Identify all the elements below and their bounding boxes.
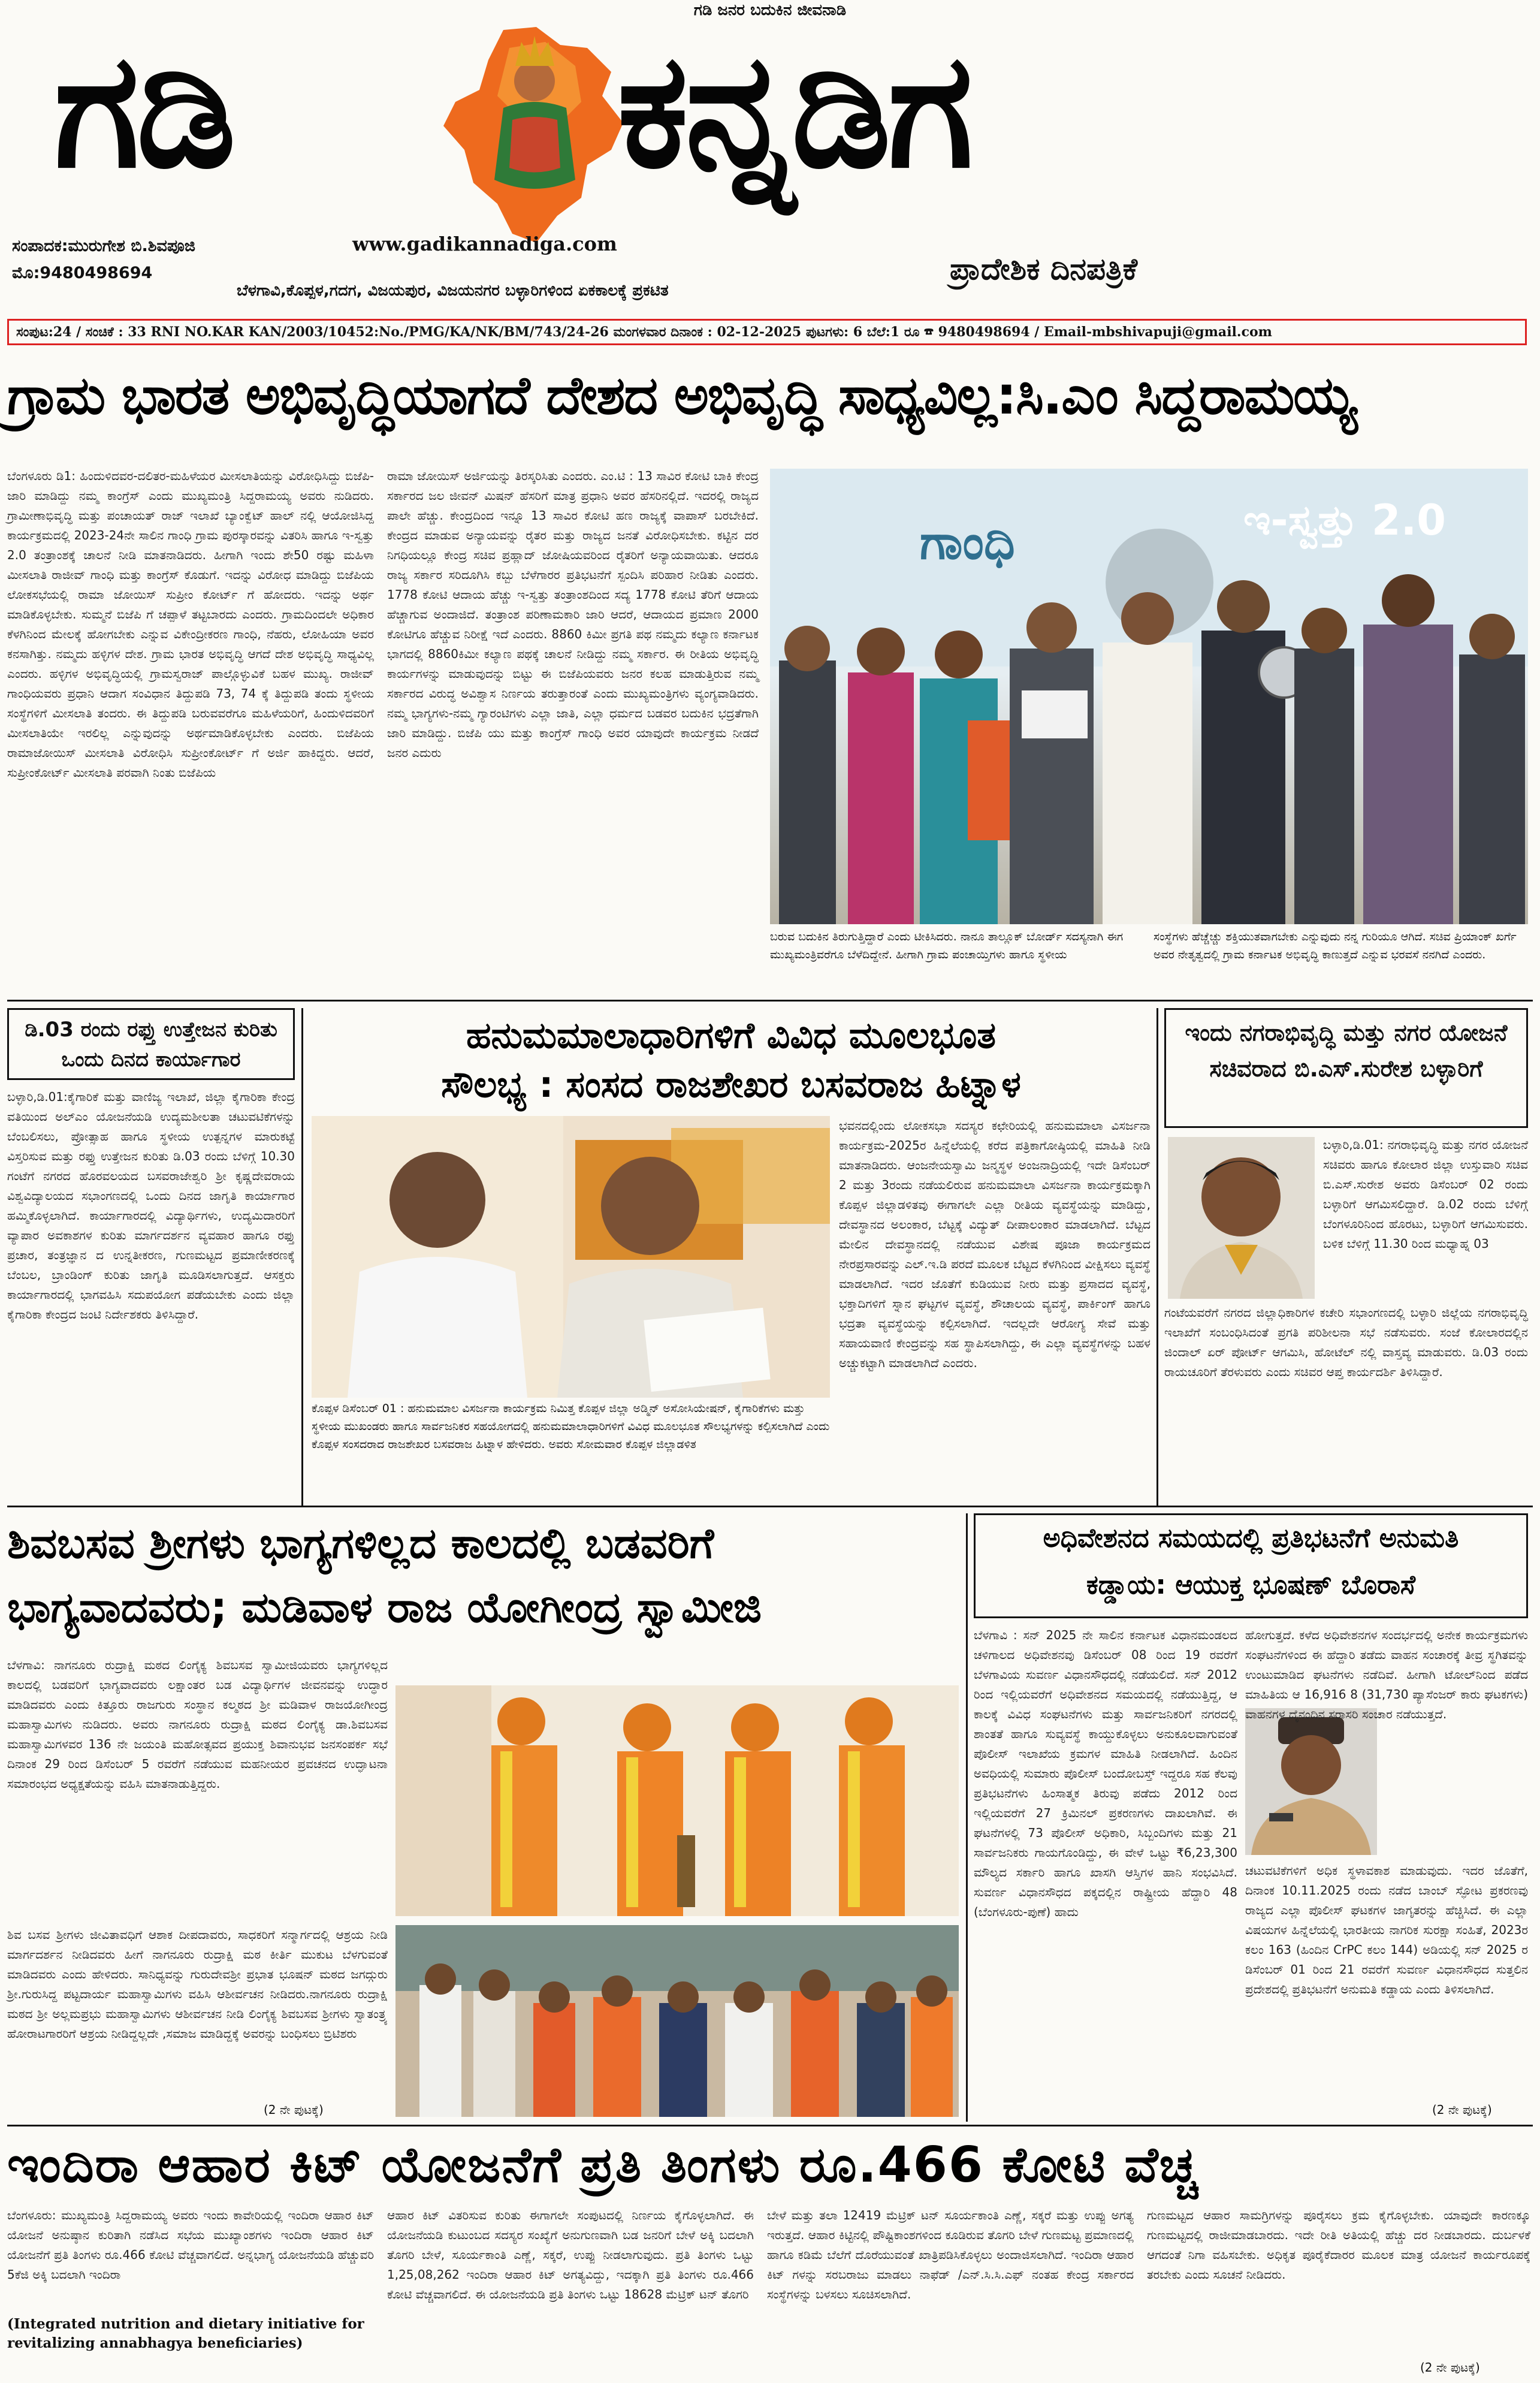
story-indira-column-1 bbox=[7, 2206, 374, 2379]
story-shivabasava-photo-2 bbox=[395, 1925, 959, 2117]
lead-column-1: ಬೆಂಗಳೂರು ಡಿ1: ಹಿಂದುಳಿದವರ-ದಲಿತರ-ಮಹಿಳೆಯರ ಮೀಸಲಾತಿಯನ್ನು ವಿರೋಧಿಸಿದ್ದು ಬಿಜೆಪಿ- ಜಾರಿ ಮಾಡಿದ್ದು ನಮ್ಮ ಕಾಂಗ್ರೆಸ್ ಎಂದು ಮುಖ್ಯಮಂತ್ರಿ ಸಿದ್ದರಾಮಯ್ಯ ಅವರು ನುಡಿದರು. ಗ್ರಾಮೀಣಾಭಿವೃದ್ಧಿ ಮತ್ತು ಪಂಚಾಯತ್ ರಾಜ್ ಇಲಾಖೆ ಬ್ಯಾಂಕ್ವೆಟ್ ಹಾಲ್ ನಲ್ಲಿ ಆಯೋಜಿಸಿದ್ದ ಕಾರ್ಯಕ್ರಮದಲ್ಲಿ 2023-24ನೇ ಸಾಲಿನ ಗಾಂಧಿ ಗ್ರಾಮ ಪುರಸ್ಕಾರವನ್ನು ವಿತರಿಸಿ ಹಾಗೂ ಇ-ಸ್ವತ್ತು 2.0 ತಂತ್ರಾಂಶಕ್ಕೆ ಚಾಲನೆ ನೀಡಿ ಮಾತನಾಡಿದರು. ಹೀಗಾಗಿ ಇಂದು ಶೇ50 ರಷ್ಟು ಮಹಿಳಾ ಮೀಸಲಾತಿ ರಾಜೀವ್ ಗಾಂಧಿ ಮತ್ತು ಕಾಂಗ್ರೆಸ್ ಕೊಡುಗೆ. ಇದನ್ನು ವಿರೋಧ ಮಾಡಿದ್ದು ಬಿಜೆಪಿಯ ಲೋಕಸಭೆಯಲ್ಲಿ ರಾಮಾ ಜೋಯಿಸ್ ಸುಪ್ರೀಂ ಕೋರ್ಟ್ ಗೆ ಹೋದರು. ಇದನ್ನು ಅರ್ಥ ಮಾಡಿಕೊಳ್ಳಬೇಕು. ಸುಮ್ಮನೆ ಬಿಜೆಪಿ ಗೆ ಚಪ್ಪಾಳೆ ತಟ್ಟಬಾರದು ಎಂದರು. ಗ್ರಾಮದಿಂದಲೇ ಅಧಿಕಾರ ಕೆಳಗಿನಿಂದ ಮೇಲಕ್ಕೆ ಹೋಗಬೇಕು ಎನ್ನುವ ವಿಕೇಂದ್ರೀಕರಣ ಗಾಂಧಿ, ನೆಹರು, ಲೋಹಿಯಾ ಅವರ ಕನಸಾಗಿತ್ತು. ನಮ್ಮದು ಹಳ್ಳಿಗಳ ದೇಶ. ಗ್ರಾಮ ಭಾರತ ಅಭಿವೃದ್ಧಿ ಆಗದೆ ದೇಶ ಅಭಿವೃದ್ಧಿ ಸಾಧ್ಯವಿಲ್ಲ ಎಂದರು. ಹಳ್ಳಿಗಳ ಅಭಿವೃದ್ಧಿಯಲ್ಲಿ ಗ್ರಾಮಸ್ವರಾಜ್ ಪಾಲ್ಗೊಳ್ಳುವಿಕೆ ಬಹಳ ಮುಖ್ಯ. ರಾಜೀವ್ ಗಾಂಧಿಯವರು ಪ್ರಧಾನಿ ಆದಾಗ ಸಂವಿಧಾನ ತಿದ್ದುಪಡಿ 73, 74 ಕ್ಕೆ ತಿದ್ದುಪಡಿ ತಂದು ಸ್ಥಳೀಯ ಸಂಸ್ಥೆಗಳಿಗೆ ಮೀಸಲಾತಿ ತಂದರು. ಈ ತಿದ್ದುಪಡಿ ಬರುವವರೆಗೂ ಮಹಿಳೆಯರಿಗೆ, ಹಿಂದುಳಿದವರಿಗೆ ಮೀಸಲಾತಿಯೇ ಇರಲಿಲ್ಲ ಎನ್ನುವುದನ್ನು ಅರ್ಥಮಾಡಿಕೊಳ್ಳಬೇಕು ಎಂದರು. ಬಿಜೆಪಿಯ ರಾಮಾಜೋಯಿಸ್ ಮೀಸಲಾತಿ ವಿರೋಧಿಸಿ ಸುಪ್ರೀಂಕೋರ್ಟ್ ಗೆ ಅರ್ಜಿ ಹಾಕಿದ್ದರು. ಆದರೆ, ಸುಪ್ರೀಂಕೋರ್ಟ್ ಮೀಸಲಾತಿ ಪರವಾಗಿ ನಿಂತು ಬಿಜೆಪಿಯ bbox=[7, 469, 374, 780]
story-protest-continued: (2 ನೇ ಪುಟಕ್ಕೆ) bbox=[1432, 2103, 1492, 2117]
story-indira-column-2: ಆಹಾರ ಕಿಟ್ ವಿತರಿಸುವ ಕುರಿತು ಈಗಾಗಲೇ ಸಂಪುಟದಲ್ಲಿ ನಿರ್ಣಯ ಕೈಗೊಳ್ಳಲಾಗಿದೆ. ಈ ಯೋಜನೆಯಡಿ ಕುಟುಂಬದ ಸದಸ್ಯರ ಸಂಖ್ಯೆಗೆ ಅನುಗುಣವಾಗಿ ಬಡ ಜನರಿಗೆ ಬೇಳೆ ಅಕ್ಕಿ ಬದಲಾಗಿ ತೊಗರಿ ಬೇಳೆ, ಸೂರ್ಯಕಾಂತಿ ಎಣ್ಣೆ, ಸಕ್ಕರೆ, ಉಪ್ಪು ನೀಡಲಾಗುವುದು. ಪ್ರತಿ ತಿಂಗಳು ಒಟ್ಟು 1,25,08,262 ಇಂದಿರಾ ಆಹಾರ ಕಿಟ್ ಅಗತ್ಯವಿದ್ದು, ಇದಕ್ಕಾಗಿ ಪ್ರತಿ ತಿಂಗಳು ರೂ.466 ಕೋಟಿ ವೆಚ್ಚವಾಗಲಿದೆ. ಈ ಯೋಜನೆಯಡಿ ಪ್ರತಿ ತಿಂಗಳು ಒಟ್ಟು 18628 ಮೆಟ್ರಿಕ್ ಟನ್ ತೊಗರಿ bbox=[387, 2208, 754, 2301]
speaker-left-head bbox=[389, 1152, 485, 1248]
divider-mid-row bbox=[7, 1506, 1533, 1507]
story-indira-column-4: ಗುಣಮಟ್ಟದ ಆಹಾರ ಸಾಮಗ್ರಿಗಳನ್ನು ಪೂರೈಸಲು ಕ್ರಮ ಕೈಗೊಳ್ಳಬೇಕು. ಯಾವುದೇ ಕಾರಣಕ್ಕೂ ಗುಣಮಟ್ಟದಲ್ಲಿ ರಾಜೀಮಾಡಬಾರದು. ಇದೇ ರೀತಿ ಅತಿಯಲ್ಲಿ ಹೆಚ್ಚು ದರ ನೀಡಬಾರದು. ದುರ್ಬಳಕೆ ಆಗದಂತೆ ನಿಗಾ ವಹಿಸಬೇಕು. ಅಧಿಕೃತ ಪೂರೈಕೆದಾರರ ಮೂಲಕ ಮಾತ್ರ ಯೋಜನೆ ಕಾರ್ಯರೂಪಕ್ಕೆ ತರಬೇಕು ಎಂದು ಸೂಚನೆ ನೀಡಿದರು. bbox=[1147, 2208, 1530, 2282]
story-protest-body-left: ಬೆಳಗಾವಿ : ಸನ್ 2025 ನೇ ಸಾಲಿನ ಕರ್ನಾಟಕ ವಿಧಾನಮಂಡಲದ ಚಳಿಗಾಲದ ಅಧಿವೇಶನವು ಡಿಸೆಂಬರ್ 08 ರಿಂದ 19 ರವರೆಗೆ ಬೆಳಗಾವಿಯ ಸುವರ್ಣ ವಿಧಾನಸೌಧದಲ್ಲಿ ನಡೆಯಲಿದೆ. ಸನ್ 2012 ರಿಂದ ಇಲ್ಲಿಯವರೆಗೆ ಅಧಿವೇಶನದ ಸಮಯದಲ್ಲಿ ನಡೆಯುತ್ತಿದ್ದ, ಆ ಕಾಲಕ್ಕೆ ವಿವಿಧ ಸಂಘಟನೆಗಳು ಮತ್ತು ಸಾರ್ವಜನಿಕರಿಗೆ ನಗರದಲ್ಲಿ ಶಾಂತತೆ ಹಾಗೂ ಸುವ್ಯವಸ್ಥೆ ಕಾಯ್ದುಕೊಳ್ಳಲು ಅನುಕೂಲವಾಗುವಂತೆ ಪೊಲೀಸ್ ಇಲಾಖೆಯ ಕ್ರಮಗಳ ಮಾಹಿತಿ ನೀಡಲಾಗಿದೆ. ಹಿಂದಿನ ಅವಧಿಯಲ್ಲಿ ಸುಮಾರು ಪೊಲೀಸ್ ಬಂದೋಬಸ್ತ್ ಇದ್ದರೂ ಸಹ ಕೆಲವು ಪ್ರತಿಭಟನೆಗಳು ಹಿಂಸಾತ್ಮಕ ತಿರುವು ಪಡೆದು 2012 ರಿಂದ ಇಲ್ಲಿಯವರೆಗೆ 27 ಕ್ರಿಮಿನಲ್ ಪ್ರಕರಣಗಳು ದಾಖಲಾಗಿವೆ. ಈ ಘಟನೆಗಳಲ್ಲಿ 73 ಪೊಲೀಸ್ ಅಧಿಕಾರಿ, ಸಿಬ್ಬಂದಿಗಳು ಮತ್ತು 21 ಸಾರ್ವಜನಿಕರು ಗಾಯಗೊಂಡಿದ್ದು, ಈ ವೇಳೆ ಒಟ್ಟು ₹6,23,300 ಮೌಲ್ಯದ ಸರ್ಕಾರಿ ಹಾಗೂ ಖಾಸಗಿ ಆಸ್ತಿಗಳ ಹಾನಿ ಸಂಭವಿಸಿದೆ. ಸುವರ್ಣ ವಿಧಾನಸೌಧದ ಪಕ್ಕದಲ್ಲಿನ ರಾಷ್ಟ್ರೀಯ ಹೆದ್ದಾರಿ 48 (ಬೆಂಗಳೂರು-ಪುಣೆ) ಹಾದು bbox=[974, 1628, 1237, 1919]
masthead-editor: ಸಂಪಾದಕ:ಮುರುಗೇಶ ಬಿ.ಶಿವಪೂಜಿ bbox=[12, 237, 196, 255]
lead-photo-caption-a: ಬರುವ ಬದುಕಿನ ತಿರುಗುತ್ತಿದ್ದಾರೆ ಎಂದು ಟೀಕಿಸಿದರು. ನಾನೂ ತಾಲ್ಲೂಕ್ ಬೋರ್ಡ್ ಸದಸ್ಯನಾಗಿ ಈಗ ಮುಖ್ಯಮಂತ್ರಿವರೆಗೂ ಬೆಳೆದಿದ್ದೇನೆ. ಹೀಗಾಗಿ ಗ್ರಾಮ ಪಂಚಾಯ್ತಿಗಳು ಹಾಗೂ ಸ್ಥಳೀಯ bbox=[770, 930, 1124, 961]
story-protest-body-right-top: ಹೋಗುತ್ತದೆ. ಕಳೆದ ಅಧಿವೇಶನಗಳ ಸಂದರ್ಭದಲ್ಲಿ ಅನೇಕ ಕಾರ್ಯಕ್ರಮಗಳು ಸಂಘಟನೆಗಳಿಂದ ಈ ಹೆದ್ದಾರಿ ತಡೆದು ವಾಹನ ಸಂಚಾರಕ್ಕೆ ತೀವ್ರ ಸ್ಥಗಿತವನ್ನು ಉಂಟುಮಾಡಿದ ಘಟನೆಗಳು ನಡೆದಿವೆ. ಹೀಗಾಗಿ ಟೋಲ್‌ನಿಂದ ಪಡೆದ ಮಾಹಿತಿಯ ಆ 16,916 8 (31,730 ಪ್ಯಾಸೆಂಜರ್ ಕಾರು ಘಟಕಗಳು) ವಾಹನಗಳ ದೈನಂದಿನ ಸರಾಸರಿ ಸಂಚಾರ ನಡೆಯುತ್ತದೆ. bbox=[1245, 1628, 1528, 1721]
story-d03-headline: ಡಿ.03 ರಂದು ರಫ್ತು ಉತ್ತೇಜನ ಕುರಿತು ಒಂದು ದಿನದ ಕಾರ್ಯಾಗಾರ bbox=[7, 1008, 295, 1080]
story-d03-box bbox=[7, 1008, 295, 1500]
masthead bbox=[0, 0, 1540, 340]
story-shivabasava-continued: (2 ನೇ ಪುಟಕ್ಕೆ) bbox=[264, 2103, 324, 2117]
story-bsuresh-headline: ಇಂದು ನಗರಾಭಿವೃದ್ಧಿ ಮತ್ತು ನಗರ ಯೋಜನೆ ಸಚಿವರಾದ ಬಿ.ಎಸ್.ಸುರೇಶ ಬಳ್ಳಾರಿಗೆ bbox=[1164, 1008, 1528, 1128]
story-hanuma-photo bbox=[312, 1116, 830, 1398]
masthead-title-right: ಕನ್ನಡಿಗ bbox=[617, 19, 970, 203]
info-bar-text: ಸಂಪುಟ:24 / ಸಂಚಿಕೆ : 33 RNI NO.KAR KAN/2003/10452:No./PMG/KA/NK/BM/743/24-26 ಮಂಗಳವಾರ ದಿನಾಂಕ : 02-12-2025 ಪುಟಗಳು: 6 ಬೆಲೆ:1 ರೂ ☎ 9480498694 / Email-mbshivapuji@gmail.com bbox=[16, 324, 1272, 340]
story-indira-column-3: ಬೇಳೆ ಮತ್ತು ತಲಾ 12419 ಮೆಟ್ರಿಕ್ ಟನ್ ಸೂರ್ಯಕಾಂತಿ ಎಣ್ಣೆ, ಸಕ್ಕರೆ ಮತ್ತು ಉಪ್ಪು ಅಗತ್ಯ ಇರುತ್ತದೆ. ಆಹಾರ ಕಿಟ್ಟಿನಲ್ಲಿ ಪೌಷ್ಟಿಕಾಂಶಗಳಿಂದ ಕೂಡಿರುವ ತೊಗರಿ ಬೇಳೆ ಗುಣಮಟ್ಟ ಪ್ರಮಾಣದಲ್ಲಿ ಹಾಗೂ ಕಡಿಮೆ ಬೆಲೆಗೆ ದೊರೆಯುವಂತೆ ಖಾತ್ರಿಪಡಿಸಿಕೊಳ್ಳಲು ಅಂದಾಜಿಸಲಾಗಿದೆ. ಇಂದಿರಾ ಆಹಾರ ಕಿಟ್ ಗಳನ್ನು ಸರಬರಾಜು ಮಾಡಲು ನಾಫೆಡ್ /ಎನ್.ಸಿ.ಸಿ.ಎಫ್ ನಂತಹ ಕೇಂದ್ರ ಸರ್ಕಾರದ ಸಂಸ್ಥೆಗಳನ್ನು ಬಳಸಲು ಸೂಚಿಸಲಾಗಿದೆ. bbox=[767, 2208, 1134, 2301]
story-shivabasava-body-bottom: ಶಿವ ಬಸವ ಶ್ರೀಗಳು ಜೀವಿತಾವಧಿಗೆ ಆಶಾಕ ದೀಪದಾವರು, ಸಾಧಕರಿಗೆ ಸನ್ಮಾರ್ಗದಲ್ಲಿ ಆಶ್ರಯ ನೀಡಿ ಮಾರ್ಗದರ್ಶನ ನೀಡಿದವರು ಹೀಗೆ ನಾಗನೂರು ರುದ್ರಾಕ್ಷಿ ಮಠ ಕೀರ್ತಿ ಮುಕುಟ ಬೆಳಗುವಂತೆ ಮಾಡಿದವರು ಎಂದು ಹೇಳಿದರು. ಸಾನಿಧ್ಯವನ್ನು ಗುರುದೇವಶ್ರೀ ಪ್ರಭಾತ ಭೂಷನ್ ಮಠದ ಜಗದ್ಗುರು ಶ್ರೀ.ಗುರುಸಿದ್ದ ಪಟ್ಟದಾರ್ಯ ಮಹಾಸ್ವಾಮಿಗಳು ವಹಿಸಿ ಆಶೀರ್ವಚನ ನೀಡಿದರು.ನಾಗನೂರು ರುದ್ರಾಕ್ಷಿ ಮಠದ ಶ್ರೀ ಅಲ್ಲಮಪ್ರಭು ಮಹಾಸ್ವಾಮಿಗಳು ಆಶೀರ್ವಚನ ನೀಡಿ ಲಿಂಗೈಕ್ಯ ಶಿವಬಸವ ಶ್ರೀಗಳು ಸ್ವಾತಂತ್ರ್ಯ ಹೋರಾಟಗಾರರಿಗೆ ಆಶ್ರಯ ನೀಡಿದ್ದಲ್ಲದೇ ,ಸಮಾಜ ಮಾಡಿದ್ದಕ್ಕೆ ಅವರನ್ನು ಬಂಧಿಸಲು ಬ್ರಿಟಿಶರು bbox=[7, 1927, 388, 2041]
story-bsuresh-body-bottom: ಗಂಟೆಯವರೆಗೆ ನಗರದ ಜಿಲ್ಲಾಧಿಕಾರಿಗಳ ಕಚೇರಿ ಸಭಾಂಗಣದಲ್ಲಿ ಬಳ್ಳಾರಿ ಜಿಲ್ಲೆಯ ನಗರಾಭಿವೃದ್ಧಿ ಇಲಾಖೆಗೆ ಸಂಬಂಧಿಸಿದಂತೆ ಪ್ರಗತಿ ಪರಿಶೀಲನಾ ಸಭೆ ನಡೆಸುವರು. ಸಂಜೆ ಕೋಲಾರದಲ್ಲಿನ ಜಿಂದಾಲ್ ಏರ್ ಪೋರ್ಟ್ ಆಗಮಿಸಿ, ಹೋಟೆಲ್ ನಲ್ಲಿ ವಾಸ್ತವ್ಯ ಮಾಡುವರು. ಡಿ.03 ರಂದು ರಾಯಚೂರಿಗೆ ತೆರಳುವರು ಎಂದು ಸಚಿವರ ಆಪ್ತ ಕಾರ್ಯದರ್ಶಿ ತಿಳಿಸಿದ್ದಾರೆ. bbox=[1164, 1305, 1528, 1379]
lead-column-2: ರಾಮಾ ಜೋಯಿಸ್ ಅರ್ಜಿಯನ್ನು ತಿರಸ್ಕರಿಸಿತು ಎಂದರು. ಎಂ.ಟಿ : 13 ಸಾವಿರ ಕೋಟಿ ಬಾಕಿ ಕೇಂದ್ರ ಸರ್ಕಾರದ ಜಲ ಜೀವನ್ ಮಿಷನ್ ಹೆಸರಿಗೆ ಮಾತ್ರ ಪ್ರಧಾನಿ ಅವರ ಹೆಸರಿನಲ್ಲಿದೆ. ಇದರಲ್ಲಿ ರಾಜ್ಯದ ಪಾಲೇ ಹೆಚ್ಚು. ಕೇಂದ್ರದಿಂದ ಇನ್ನೂ 13 ಸಾವಿರ ಕೋಟಿ ಹಣ ರಾಜ್ಯಕ್ಕೆ ವಾಪಾಸ್ ಬರಬೇಕಿದೆ. ಕೇಂದ್ರದ ಮಾಡುವ ಅನ್ಯಾಯವನ್ನು ರೈತರ ಮತ್ತು ರಾಜ್ಯದ ಜನತೆ ವಿರೋಧಿಸಬೇಕು. ಕಟ್ಟಿನ ದರ ನಿಗಧಿಯಲ್ಲೂ ಕೇಂದ್ರ ಸಚಿವ ಪ್ರಹ್ಲಾದ್ ಜೋಷಿಯವರಿಂದ ರೈತರಿಗೆ ಅನ್ಯಾಯವಾಯಿತು. ಆದರೂ ರಾಜ್ಯ ಸರ್ಕಾರ ಸರಿದೂಗಿಸಿ ಕಬ್ಬು ಬೆಳೆಗಾರರ ಪ್ರತಿಭಟನೆಗೆ ಸ್ಪಂದಿಸಿ ಪರಿಹಾರ ನೀಡಿತು ಎಂದರು. 1778 ಕೋಟಿ ಆದಾಯ ಹೆಚ್ಚು ಇ-ಸ್ವತ್ತು ತಂತ್ರಾಂಶದಿಂದ ಸದ್ಯ 1778 ಕೋಟಿ ತೆರಿಗೆ ಆದಾಯ ಹೆಚ್ಚಾಗುವ ಅಂದಾಜಿದೆ. ತಂತ್ರಾಂಶ ಪರಿಣಾಮಕಾರಿ ಜಾರಿ ಆದರೆ, ಆದಾಯದ ಪ್ರಮಾಣ 2000 ಕೋಟಿಗೂ ಹೆಚ್ಚುವ ನಿರೀಕ್ಷೆ ಇದೆ ಎಂದರು. 8860 ಕಿಮೀ ಪ್ರಗತಿ ಪಥ ನಮ್ಮದು ಕಲ್ಯಾಣ ಕರ್ನಾಟಕ ಭಾಗದಲ್ಲಿ 8860ಕಿಮೀ ಕಲ್ಯಾಣ ಪಥಕ್ಕೆ ಚಾಲನೆ ನೀಡಿದ್ದು ನಮ್ಮ ಸರ್ಕಾರ. ಈ ರೀತಿಯ ಅಭಿವೃದ್ಧಿ ಕಾರ್ಯಗಳನ್ನು ಮಾಡುವುದನ್ನು ಬಿಟ್ಟು ಈ ಬಿಜೆಪಿಯವರು ಜನರ ಕಲಹ ಮಾಡುತ್ತಿರುವ ನಮ್ಮ ಸರ್ಕಾರದ ವಿರುದ್ಧ ಅವಿಶ್ವಾಸ ನಿರ್ಣಯ ತರುತ್ತಾರಂತೆ ಎಂದು ಮುಖ್ಯಮಂತ್ರಿಗಳು ವ್ಯಂಗ್ಯವಾಡಿದರು. ನಮ್ಮ ಭಾಗ್ಯಗಳು-ನಮ್ಮ ಗ್ಯಾರಂಟಿಗಳು ಎಲ್ಲಾ ಜಾತಿ, ಎಲ್ಲಾ ಧರ್ಮದ ಬಡವರ ಬದುಕಿನ ಭದ್ರತೆಗಾಗಿ ಜಾರಿ ಮಾಡಿದ್ದು. ಬಿಜೆಪಿ ಯು ಮತ್ತು ಕಾಂಗ್ರೆಸ್ ಗಾಂಧಿ ಅವರ ಯಾವುದೇ ಕಾರ್ಯಕ್ರಮ ನೀಡದೆ ಜನರ ಎದುರು bbox=[387, 469, 759, 760]
photo-sign-gandhi: ಗಾಂಧಿ bbox=[920, 514, 1015, 570]
story-indira-continued: (2 ನೇ ಪುಟಕ್ಕೆ) bbox=[1420, 2360, 1480, 2375]
masthead-paper-type: ಪ್ರಾದೇಶಿಕ ದಿನಪತ್ರಿಕೆ bbox=[950, 252, 1138, 286]
story-bsuresh-box bbox=[1164, 1008, 1528, 1500]
story-hanuma-headline-2: ಸೌಲಭ್ಯ : ಸಂಸದ ರಾಜಶೇಖರ ಬಸವರಾಜ ಹಿಟ್ನಾಳ bbox=[441, 1064, 1021, 1106]
info-bar bbox=[7, 319, 1527, 345]
story-shivabasava-body-top: ಬೆಳಗಾವಿ: ನಾಗನೂರು ರುದ್ರಾಕ್ಷಿ ಮಠದ ಲಿಂಗೈಕ್ಯ ಶಿವಬಸವ ಸ್ವಾಮೀಜಿಯವರು ಭಾಗ್ಯಗಳಿಲ್ಲದ ಕಾಲದಲ್ಲಿ ಬಡವರಿಗೆ ಭಾಗ್ಯವಾದವರು ಲಕ್ಷಾಂತರ ಬಡ ವಿದ್ಯಾರ್ಥಿಗಳ ಜೀವನವನ್ನು ಉದ್ಧಾರ ಮಾಡಿದವರು ಎಂದು ಕಿತ್ತೂರು ರಾಜಗುರು ಸಂಸ್ಥಾನ ಕಲ್ಮಠದ ಶ್ರೀ ಮಡಿವಾಳ ರಾಜಯೋಗೀಂದ್ರ ಮಹಾಸ್ವಾಮಿಗಳು ನುಡಿದರು. ಅವರು ನಾಗನೂರು ರುದ್ರಾಕ್ಷಿ ಮಠದ ಲಿಂಗೈಕ್ಯ ಡಾ.ಶಿವಬಸವ ಮಹಾಸ್ವಾಮಿಗಳವರ 136 ನೇ ಜಯಂತಿ ಮಹೋತ್ಸವದ ಪ್ರಯುಕ್ತ ಶಿವಾನುಭವ ಜನಸಂಪರ್ಕ ಸಭೆ ದಿನಾಂಕ 29 ರಿಂದ ಡಿಸೆಂಬರ್ 5 ರವರೆಗೆ ನಡೆಯುವ ಮಹನೀಯರ ಪ್ರವಚನದ ಉದ್ಘಾಟನಾ ಸಮಾರಂಭದ ಅಧ್ಯಕ್ಷತೆಯನ್ನು ವಹಿಸಿ ಮಾತನಾಡುತ್ತಿದ್ದರು. bbox=[7, 1658, 388, 1791]
divider-lead bbox=[7, 1000, 1533, 1002]
masthead-phone: ಮೊ:9480498694 bbox=[12, 264, 153, 282]
story-protest-headline-1: ಅಧಿವೇಶನದ ಸಮಯದಲ್ಲಿ ಪ್ರತಿಭಟನೆಗೆ ಅನುಮತಿ bbox=[1043, 1523, 1459, 1554]
divider-lower-row bbox=[7, 2125, 1533, 2126]
story-d03-body: ಬಳ್ಳಾರಿ,ಡಿ.01:ಕೈಗಾರಿಕೆ ಮತ್ತು ವಾಣಿಜ್ಯ ಇಲಾಖೆ, ಜಿಲ್ಲಾ ಕೈಗಾರಿಕಾ ಕೇಂದ್ರ ವತಿಯಿಂದ ಅಲ್‌ಎಂ ಯೋಜನೆಯಡಿ ಉದ್ಯಮಶೀಲತಾ ಚಟುವಟಿಕೆಗಳನ್ನು ಬೆಂಬಲಿಸಲು, ಪ್ರೋತ್ಸಾಹ ಹಾಗೂ ಸ್ಥಳೀಯ ಉತ್ಪನ್ನಗಳ ಮಾರುಕಟ್ಟೆ ವಿಸ್ತರಿಸುವ ಮತ್ತು ರಫ್ತು ಉತ್ತೇಜನ ಕುರಿತು ಡಿ.03 ರಂದು ಬೆಳಿಗ್ಗೆ 10.30 ಗಂಟೆಗೆ ನಗರದ ಹೊರವಲಯದ ಬಸವರಾಜೇಶ್ವರಿ ಶ್ರೀ ಕೃಷ್ಣದೇವರಾಯ ವಿಶ್ವವಿದ್ಯಾಲಯದ ಸಭಾಂಗಣದಲ್ಲಿ ಒಂದು ದಿನದ ಜಾಗೃತಿ ಕಾರ್ಯಾಗಾರ ಹಮ್ಮಿಕೊಳ್ಳಲಾಗಿದೆ. ಕಾರ್ಯಾಗಾರದಲ್ಲಿ ವಿದ್ಯಾರ್ಥಿಗಳು, ಉದ್ಯಮಿದಾರರಿಗೆ ವ್ಯಾಪಾರ ಅವಕಾಶಗಳ ಕುರಿತು ಮಾರ್ಗದರ್ಶನ ವ್ಯವಹಾರ ಹಾಗೂ ರಫ್ತು ಪ್ರಚಾರ, ತಂತ್ರಜ್ಞಾನ ದ ಉನ್ನತೀಕರಣ, ಗುಣಮಟ್ಟದ ಪ್ರಮಾಣೀಕರಣಕ್ಕೆ ಬೆಂಬಲ, ಬ್ರಾಂಡಿಂಗ್ ಕುರಿತು ಜಾಗೃತಿ ಮೂಡಿಸಲಾಗುತ್ತದೆ. ಆಸಕ್ತರು ಕಾರ್ಯಾಗಾರದಲ್ಲಿ ಭಾಗವಹಿಸಿ ಸದುಪಯೋಗ ಪಡೆಯಬೇಕು ಎಂದು ಜಿಲ್ಲಾ ಕೈಗಾರಿಕಾ ಕೇಂದ್ರದ ಜಂಟಿ ನಿರ್ದೇಶಕರು ತಿಳಿಸಿದ್ದಾರೆ. bbox=[7, 1090, 295, 1322]
story-shivabasava-photo-1 bbox=[395, 1685, 959, 1916]
masthead-tagline: ಗಡಿ ಜನರ ಬದುಕಿನ ಜೀವನಾಡಿ bbox=[693, 1, 847, 19]
masthead-website[interactable]: www.gadikannadiga.com bbox=[352, 233, 617, 255]
story-hanuma-caption: ಕೊಪ್ಪಳ ಡಿಸೆಂಬರ್ 01 : ಹನುಮಮಾಲ ವಿಸರ್ಜನಾ ಕಾರ್ಯಕ್ರಮ ನಿಮಿತ್ತ ಕೊಪ್ಪಳ ಜಿಲ್ಲಾ ಅಡ್ಮಿನ್ ಅಸೋಸಿಯೇಷನ್, ಕೈಗಾರಿಕೆಗಳು ಮತ್ತು ಸ್ಥಳೀಯ ಮುಖಂಡರು ಹಾಗೂ ಸಾರ್ವಜನಿಕರ ಸಹಯೋಗದಲ್ಲಿ ಹನುಮಮಾಲಾಧಾರಿಗಳಿಗೆ ವಿವಿಧ ಮೂಲಭೂತ ಸೌಲಭ್ಯಗಳನ್ನು ಕಲ್ಪಿಸಲಾಗಿದೆ ಎಂದು ಕೊಪ್ಪಳ ಸಂಸದರಾದ ರಾಜಶೇಖರ ಬಸವರಾಜ ಹಿಟ್ನಾಳ ಹೇಳಿದರು. ಅವರು ಸೋಮವಾರ ಕೊಪ್ಪಳ ಜಿಲ್ಲಾಡಳಿತ bbox=[312, 1402, 830, 1451]
story-hanuma-body: ಭವನದಲ್ಲಿಂದು ಲೋಕಸಭಾ ಸದಸ್ಯರ ಕಛೇರಿಯಲ್ಲಿ ಹನುಮಮಾಲಾ ವಿಸರ್ಜನಾ ಕಾರ್ಯಕ್ರಮ-2025ರ ಹಿನ್ನೆಲೆಯಲ್ಲಿ ಕರೆದ ಪತ್ರಿಕಾಗೋಷ್ಠಿಯಲ್ಲಿ ಮಾಹಿತಿ ನೀಡಿ ಮಾತನಾಡಿದರು. ಆಂಜನೇಯಸ್ವಾಮಿ ಜನ್ಮಸ್ಥಳ ಅಂಜನಾದ್ರಿಯಲ್ಲಿ ಇದೇ ಡಿಸೆಂಬರ್ 2 ಮತ್ತು 3ರಂದು ನಡೆಯಲಿರುವ ಹನುಮಮಾಲಾ ವಿಸರ್ಜನಾ ಕಾರ್ಯಕ್ರಮಕ್ಕಾಗಿ ಕೊಪ್ಪಳ ಜಿಲ್ಲಾಡಳಿತವು ಈಗಾಗಲೇ ಎಲ್ಲಾ ರೀತಿಯ ವ್ಯವಸ್ಥೆಯನ್ನು ಮಾಡಿದ್ದು, ದೇವಸ್ಥಾನದ ಅಲಂಕಾರ, ಬೆಟ್ಟಕ್ಕೆ ವಿದ್ಯುತ್ ದೀಪಾಲಂಕಾರ ಮಾಡಲಾಗಿದೆ. ಬೆಟ್ಟದ ಮೇಲಿನ ದೇವಸ್ಥಾನದಲ್ಲಿ ನಡೆಯುವ ವಿಶೇಷ ಪೂಜಾ ಕಾರ್ಯಕ್ರಮದ ನೇರಪ್ರಸಾರವನ್ನು ಎಲ್.ಇ.ಡಿ ಪರದೆ ಮೂಲಕ ಬೆಟ್ಟದ ಕೆಳಗಿನಿಂದ ವೀಕ್ಷಿಸಲು ವ್ಯವಸ್ಥೆ ಮಾಡಲಾಗಿದೆ. ಇದರ ಜೊತೆಗೆ ಕುಡಿಯುವ ನೀರು ಮತ್ತು ಪ್ರಸಾದದ ವ್ಯವಸ್ಥೆ, ಭಕ್ತಾದಿಗಳಿಗೆ ಸ್ನಾನ ಘಟ್ಟಗಳ ವ್ಯವಸ್ಥೆ, ಶೌಚಾಲಯ ವ್ಯವಸ್ಥೆ, ಪಾರ್ಕಿಂಗ್ ಹಾಗೂ ಭದ್ರತಾ ವ್ಯವಸ್ಥೆಯನ್ನು ಕಲ್ಪಿಸಲಾಗಿದೆ. ಇದಲ್ಲದೇ ಆರೋಗ್ಯ ಸೇವೆ ಮತ್ತು ಸಹಾಯವಾಣಿ ಕೇಂದ್ರವನ್ನು ಸಹ ಸ್ಥಾಪಿಸಲಾಗಿದ್ದು, ಈ ಎಲ್ಲಾ ವ್ಯವಸ್ಥೆಗಳನ್ನು ಬಹಳ ಅಚ್ಚುಕಟ್ಟಾಗಿ ಮಾಡಲಾಗಿದೆ ಎಂದರು. bbox=[839, 1118, 1151, 1370]
story-shivabasava-headline-2: ಭಾಗ್ಯವಾದವರು; ಮಡಿವಾಳ ರಾಜ ಯೋಗೀಂದ್ರ ಸ್ವಾಮೀಜಿ bbox=[7, 1583, 762, 1632]
story-hanuma-headline-1: ಹನುಮಮಾಲಾಧಾರಿಗಳಿಗೆ ವಿವಿಧ ಮೂಲಭೂತ bbox=[466, 1015, 997, 1057]
story-shivabasava-headline-1: ಶಿವಬಸವ ಶ್ರೀಗಳು ಭಾಗ್ಯಗಳಿಲ್ಲದ ಕಾಲದಲ್ಲಿ ಬಡವರಿಗೆ bbox=[7, 1519, 714, 1568]
story-bsuresh-body-top: ಬಳ್ಳಾರಿ,ಡಿ.01: ನಗರಾಭಿವೃದ್ಧಿ ಮತ್ತು ನಗರ ಯೋಜನೆ ಸಚಿವರು ಹಾಗೂ ಕೋಲಾರ ಜಿಲ್ಲಾ ಉಸ್ತುವಾರಿ ಸಚಿವ ಬಿ.ಎಸ್.ಸುರೇಶ ಅವರು ಡಿಸೆಂಬರ್ 02 ರಂದು ಬಳ್ಳಾರಿಗೆ ಆಗಮಿಸಲಿದ್ದಾರೆ. ಡಿ.02 ರಂದು ಬೆಳಿಗ್ಗೆ ಬೆಂಗಳೂರಿನಿಂದ ಹೊರಟು, ಬಳ್ಳಾರಿಗೆ ಆಗಮಿಸುವರು. ಬಳಿಕ ಬೆಳಿಗ್ಗೆ 11.30 ರಿಂದ ಮಧ್ಯಾಹ್ನ 03 bbox=[1323, 1138, 1528, 1251]
speaker-right-head bbox=[601, 1157, 699, 1255]
lead-photo-caption-b: ಸಂಸ್ಥೆಗಳು ಹೆಚ್ಚೆಚ್ಚು ಶಕ್ತಿಯುತವಾಗಬೇಕು ಎನ್ನುವುದು ನನ್ನ ಗುರಿಯೂ ಆಗಿದೆ. ಸಚಿವ ಪ್ರಿಯಾಂಕ್ ಖರ್ಗೆ ಅವರ ನೇತೃತ್ವದಲ್ಲಿ ಗ್ರಾಮ ಕರ್ನಾಟಕ ಅಭಿವೃದ್ಧಿ ಕಾಣುತ್ತದೆ ಎನ್ನುವ ಭರವಸೆ ನನಗಿದೆ ಎಂದರು. bbox=[1154, 930, 1517, 961]
story-protest-photo bbox=[1245, 1708, 1377, 1855]
divider-mid-1 bbox=[301, 1008, 303, 1506]
story-indira-headline: ಇಂದಿರಾ ಆಹಾರ ಕಿಟ್ ಯೋಜನೆಗೆ ಪ್ರತಿ ತಿಂಗಳು ರೂ.466 ಕೋಟಿ ವೆಚ್ಚ bbox=[7, 2137, 1199, 2194]
divider-mid-2 bbox=[1156, 1008, 1158, 1506]
goddess-head bbox=[514, 61, 555, 101]
lead-headline: ಗ್ರಾಮ ಭಾರತ ಅಭಿವೃದ್ಧಿಯಾಗದೆ ದೇಶದ ಅಭಿವೃದ್ಧಿ ಸಾಧ್ಯವಿಲ್ಲ:ಸಿ.ಎಂ ಸಿದ್ದರಾಮಯ್ಯ bbox=[7, 364, 1356, 426]
story-indira-col1-text: ಬೆಂಗಳೂರು: ಮುಖ್ಯಮಂತ್ರಿ ಸಿದ್ದರಾಮಯ್ಯ ಅವರು ಇಂದು ಕಾವೇರಿಯಲ್ಲಿ ಇಂದಿರಾ ಆಹಾರ ಕಿಟ್ ಯೋಜನೆ ಅನುಷ್ಠಾನ ಕುರಿತಾಗಿ ನಡೆಸಿದ ಸಭೆಯ ಮುಖ್ಯಾಂಶಗಳು ಇಂದಿರಾ ಆಹಾರ ಕಿಟ್ ಯೋಜನೆಗೆ ಪ್ರತಿ ತಿಂಗಳು ರೂ.466 ಕೋಟಿ ವೆಚ್ಚವಾಗಲಿದೆ. ಅನ್ನಭಾಗ್ಯ ಯೋಜನೆಯಡಿ ಹೆಚ್ಚುವರಿ 5ಕೆಜಿ ಅಕ್ಕಿ ಬದಲಾಗಿ ಇಂದಿರಾ bbox=[7, 2208, 374, 2282]
story-indira-col1-english: (Integrated nutrition and dietary initiative for revitalizing annabhagya beneficiaries) bbox=[7, 2316, 364, 2351]
lead-photo bbox=[770, 469, 1528, 924]
story-bsuresh-photo bbox=[1168, 1137, 1315, 1299]
karnataka-map-emblem bbox=[431, 24, 635, 252]
story-protest-headline-2: ಕಡ್ಡಾಯ: ಆಯುಕ್ತ ಭೂಷಣ್ ಬೊರಾಸೆ bbox=[1086, 1570, 1416, 1600]
masthead-title-left: ಗಡಿ bbox=[54, 19, 233, 203]
masthead-regions: ಬೆಳಗಾವಿ,ಕೊಪ್ಪಳ,ಗದಗ, ವಿಜಯಪುರ, ವಿಜಯನಗರ ಬಳ್ಳಾರಿಗಳಿಂದ ಏಕಕಾಲಕ್ಕೆ ಪ್ರಕಟಿತ bbox=[237, 282, 669, 300]
story-protest-headline-box bbox=[974, 1513, 1528, 1618]
commissioner-head bbox=[1281, 1735, 1341, 1795]
story-protest-body-right-bottom: ಚಟುವಟಿಕೆಗಳಿಗೆ ಅಧಿಕ ಸ್ಥಳಾವಕಾಶ ಮಾಡುವುದು. ಇದರ ಜೊತೆಗೆ, ದಿನಾಂಕ 10.11.2025 ರಂದು ನಡೆದ ಬಾಂಬ್ ಸ್ಫೋಟ ಪ್ರಕರಣವು ರಾಜ್ಯದ ಎಲ್ಲಾ ಪೊಲೀಸ್ ಘಟಕಗಳ ಜಾಗೃತರನ್ನು ಹೆಚ್ಚಿಸಿದೆ. ಈ ಎಲ್ಲಾ ವಿಷಯಗಳ ಹಿನ್ನೆಲೆಯಲ್ಲಿ ಭಾರತೀಯ ನಾಗರಿಕ ಸುರಕ್ಷಾ ಸಂಹಿತೆ, 2023ರ ಕಲಂ 163 (ಹಿಂದಿನ CrPC ಕಲಂ 144) ಅಡಿಯಲ್ಲಿ ಸನ್ 2025 ರ ಡಿಸೆಂಬರ್ 01 ರಿಂದ 21 ರವರೆಗೆ ಸುವರ್ಣ ವಿಧಾನಸೌಧದ ಸುತ್ತಲಿನ ಪ್ರದೇಶದಲ್ಲಿ ಪ್ರತಿಭಟನೆಗೆ ಅನುಮತಿ ಕಡ್ಡಾಯ ಎಂದು ತಿಳಿಸಲಾಗಿದೆ. bbox=[1245, 1863, 1528, 1996]
crowd bbox=[419, 1963, 953, 2117]
divider-lower bbox=[966, 1513, 968, 2122]
photo-banner-eswathu: ಇ-ಸ್ವತ್ತು 2.0 bbox=[1243, 496, 1446, 545]
